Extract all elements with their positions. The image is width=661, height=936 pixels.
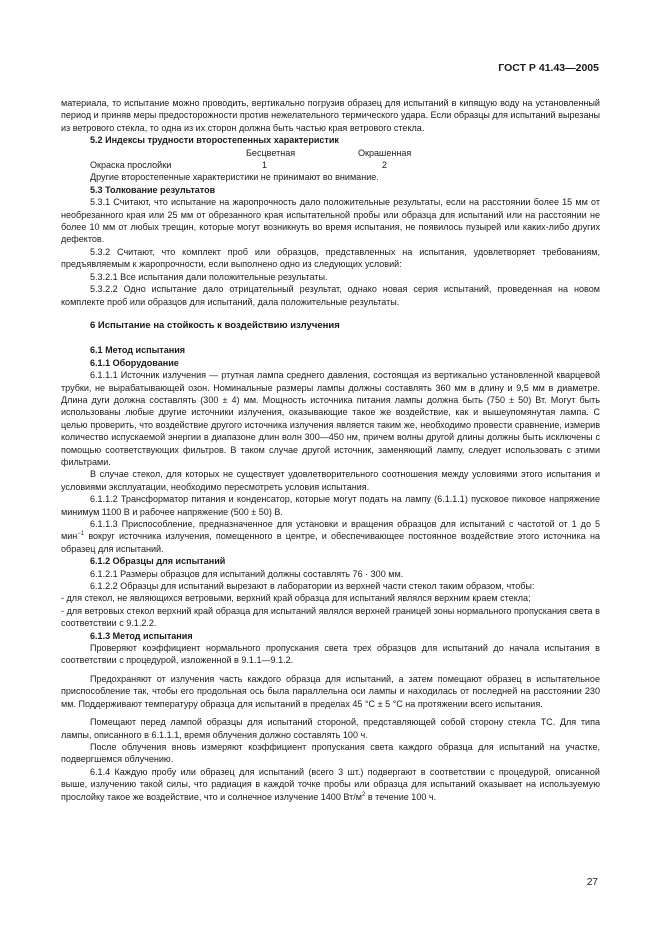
table-header-cell: Бесцветная xyxy=(246,147,296,158)
paragraph: 5.3.2 Считают, что комплект проб или образцов, представленных на испытания, удовлетворяет требованиям, предъявляемым к жаропрочности, если выполнено одно из следующих условий: xyxy=(61,246,600,270)
page-number: 27 xyxy=(586,877,598,888)
paragraph xyxy=(61,518,600,555)
superscript: −1 xyxy=(77,531,85,538)
paragraph: 6.1.1.2 Трансформатор питания и конденсатор, которые могут подать на лампу (6.1.1.1) пусковое пиковое напряжение минимум 1100 В и рабочее напряжение (500 ± 50) В. xyxy=(61,494,600,517)
table-cell: 1 xyxy=(262,160,268,171)
paragraph: Проверяют коэффициент нормального пропускания света трех образцов для испытаний до начала испытания в соответствии с процедурой, изложенной в 9.1.1—9.1.2. xyxy=(61,643,600,666)
standard-code: ГОСТ Р 41.43—2005 xyxy=(498,62,599,74)
subsection-heading: 6.1.3 Метод испытания xyxy=(90,630,193,641)
table-header-row xyxy=(61,147,600,159)
subsection-heading: 6.1.2 Образцы для испытаний xyxy=(90,556,226,567)
subsection-heading: 6.1.1 Оборудование xyxy=(90,357,179,368)
paragraph: Другие второстепенные характеристики не принимают во внимание. xyxy=(90,172,379,183)
table-header-cell: Окрашенная xyxy=(358,147,412,158)
paragraph: 5.3.2.1 Все испытания дали положительные результаты. xyxy=(90,271,328,282)
list-item: - для ветровых стекол верхний край образца для испытаний являлся верхней границей зоны нормального пропускания света в соответствии с 9.1.2.2. xyxy=(61,605,600,629)
paragraph: 6.1.2.1 Размеры образцов для испытаний должны составлять 76 · 300 мм. xyxy=(90,568,404,579)
text-fragment: 6.1.4 Каждую пробу или образец для испытаний (всего 3 шт.) подвергают в соответствии с процедурой, описанной выше, излучению такой силы, что радиация в каждой точке пробы или образца для испытаний оказывает на используемую прослойку такое же воздействие, что и солнечное излучение 1400 Вт/м xyxy=(61,766,600,802)
superscript: 2 xyxy=(362,791,366,798)
paragraph: 5.3.2.2 Одно испытание дало отрицательный результат, однако новая серия испытаний, проведенная на новом комплекте проб или образцов для испытаний, дала положительные результаты. xyxy=(61,284,600,307)
table-cell: 2 xyxy=(382,160,388,171)
paragraph: 6.1.1.1 Источник излучения — ртутная лампа среднего давления, состоящая из вертикально установленной кварцевой трубки, не вырабатывающей озон. Номинальные размеры лампы должны составлять 360 мм в длину и 9,5 мм в диаметре. Длина дуги должна составлять (300 ± 4) мм. Мощность источника питания лампы должна быть (750 ± 50) Вт. Могут быть использованы любые другие источники излучения, оказывающие такое же воздействие, как и вышеупомянутая лампа. С целью проверить, что воздействие другого источника излучения является таким же, необходимо провести сравнение, измерив количество испускаемой энергии в диапазоне длин волн 300—450 нм, причем волны другой длины должны быть исключены с помощью соответствующих фильтров. В таком случае другой источник, заменяющий лампу, следует использовать с этими фильтрами. xyxy=(61,370,600,467)
section-heading: 5.2 Индексы трудности второстепенных характеристик xyxy=(90,135,339,146)
text-fragment: вокруг источника излучения, помещенного в центре, и обеспечивающее постоянное воздействие этого источника на образец для испытаний. xyxy=(61,531,600,554)
paragraph: материала, то испытание можно проводить, вертикально погрузив образец для испытаний в кипящую воду на установленный период и приняв меры предосторожности против нежелательного термического удара. Если образцы для испытаний вырезаны из ветрового стекла, то одна из их сторон должна быть частью края ветрового стекла. xyxy=(61,98,600,133)
chapter-heading: 6 Испытание на стойкость к воздействию излучения xyxy=(90,319,340,331)
paragraph xyxy=(61,766,600,803)
paragraph: Предохраняют от излучения часть каждого образца для испытаний, а затем помещают образец в испытательное приспособление так, чтобы его продольная ось была параллельна оси лампы и находилась от последней на расстоянии 230 мм. Поддерживают температуру образца для испытаний в пределах 45 °С ± 5 °С на протяжении всего испытания. xyxy=(61,673,600,709)
table-row-label: Окраска прослойки xyxy=(90,160,172,171)
text-fragment: 6.1.1.3 Приспособление, предназначенное для установки и вращения образцов для испытаний с частотой от 1 до 5 мин xyxy=(61,519,600,542)
paragraph: Помещают перед лампой образцы для испытаний стороной, представляющей собой сторону стекла ТС. Для типа лампы, описанного в 6.1.1.1, время облучения должно составлять 100 ч. xyxy=(61,717,600,740)
section-heading: 6.1 Метод испытания xyxy=(90,345,186,356)
section-heading: 5.3 Толкование результатов xyxy=(90,184,216,195)
paragraph: 5.3.1 Считают, что испытание на жаропрочность дало положительные результаты, если на расстоянии более 15 мм от необрезанного края или 25 мм от обрезанного края испытательной пробы или образца для испытаний или на расстоянии не более 10 мм от любых трещин, которые могут возникнуть во время испытания, не появилось пузырей или каких-либо других дефектов. xyxy=(61,197,600,245)
paragraph: После облучения вновь измеряют коэффициент пропускания света каждого образца для испытаний на участке, подвергшемся облучению. xyxy=(61,741,600,765)
list-item: - для стекол, не являющихся ветровыми, верхний край образца для испытаний являлся верхним краем стекла; xyxy=(61,593,531,604)
paragraph: В случае стекол, для которых не существует удовлетворительного соотношения между условиями этого испытания и условиями эксплуатации, необходимо пересмотреть условия испытания. xyxy=(61,469,600,492)
text-fragment: в течение 100 ч. xyxy=(365,791,437,802)
paragraph: 6.1.2.2 Образцы для испытаний вырезают в лаборатории из верхней части стекол таким образом, чтобы: xyxy=(90,581,535,592)
page-body xyxy=(61,97,600,803)
table-row xyxy=(61,159,600,171)
